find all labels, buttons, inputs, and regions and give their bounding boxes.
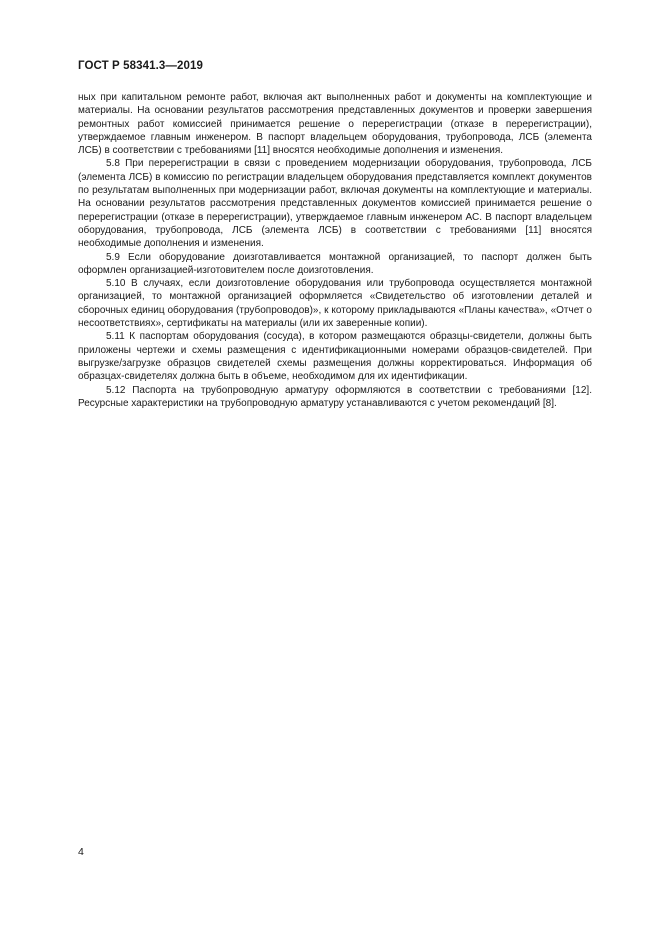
paragraph-continuation: ных при капитальном ремонте работ, включая акт выполненных работ и документы на комплектующие и материалы. На основании результатов рассмотрения представленных документов и проверки завершения ремонтных работ комиссией принимается решение о перерегистрации (отказе в перерегистрации), утверждаемое главным инженером. В паспорт владельцем оборудования, трубопровода, ЛСБ (элемента ЛСБ) в соответствии с требованиями [11] вносятся необходимые дополнения и изменения. — [78, 92, 592, 157]
paragraph-5-11: 5.11 К паспортам оборудования (сосуда), в котором размещаются образцы-свидетели, должны быть приложены чертежи и схемы размещения с идентификационными номерами образцов-свидетелей. При выгрузке/загрузке образцов свидетелей схемы размещения должны корректироваться. Информация об образцах-свидетелях должна быть в объеме, необходимом для их идентификации. — [78, 331, 592, 383]
document-body — [78, 91, 592, 410]
paragraph-5-9: 5.9 Если оборудование доизготавливается монтажной организацией, то паспорт должен быть оформлен организацией-изготовителем после доизготовления. — [78, 251, 592, 276]
document-header-code: ГОСТ Р 58341.3—2019 — [78, 60, 203, 72]
page-number: 4 — [78, 846, 84, 858]
paragraph-5-10: 5.10 В случаях, если доизготовление оборудования или трубопровода осуществляется монтажной организацией, то монтажной организацией оформляется «Свидетельство об изготовлении деталей и сборочных единиц оборудования (трубопроводов)», к которому прикладываются «Планы качества», «Отчет о несоответствиях», сертификаты на материалы (или их заверенные копии). — [78, 278, 592, 330]
paragraph-5-12: 5.12 Паспорта на трубопроводную арматуру оформляются в соответствии с требованиями [12]. Ресурсные характеристики на трубопроводную арматуру устанавливаются с учетом рекомендаций [8]. — [78, 384, 592, 409]
paragraph-5-8: 5.8 При перерегистрации в связи с проведением модернизации оборудования, трубопровода, ЛСБ (элемента ЛСБ) в комиссию по регистрации владельцем оборудования представляется комплект документов по результатам выполненных при модернизации работ, включая документы на комплектующие и материалы. На основании результатов рассмотрения представленных документов комиссией принимается решение о перерегистрации (отказе в перерегистрации), утверждаемое главным инженером АС. В паспорт владельцем оборудования, трубопровода, ЛСБ (элемента ЛСБ) в соответствии с требованиями [11] вносятся необходимые дополнения и изменения. — [78, 158, 592, 250]
